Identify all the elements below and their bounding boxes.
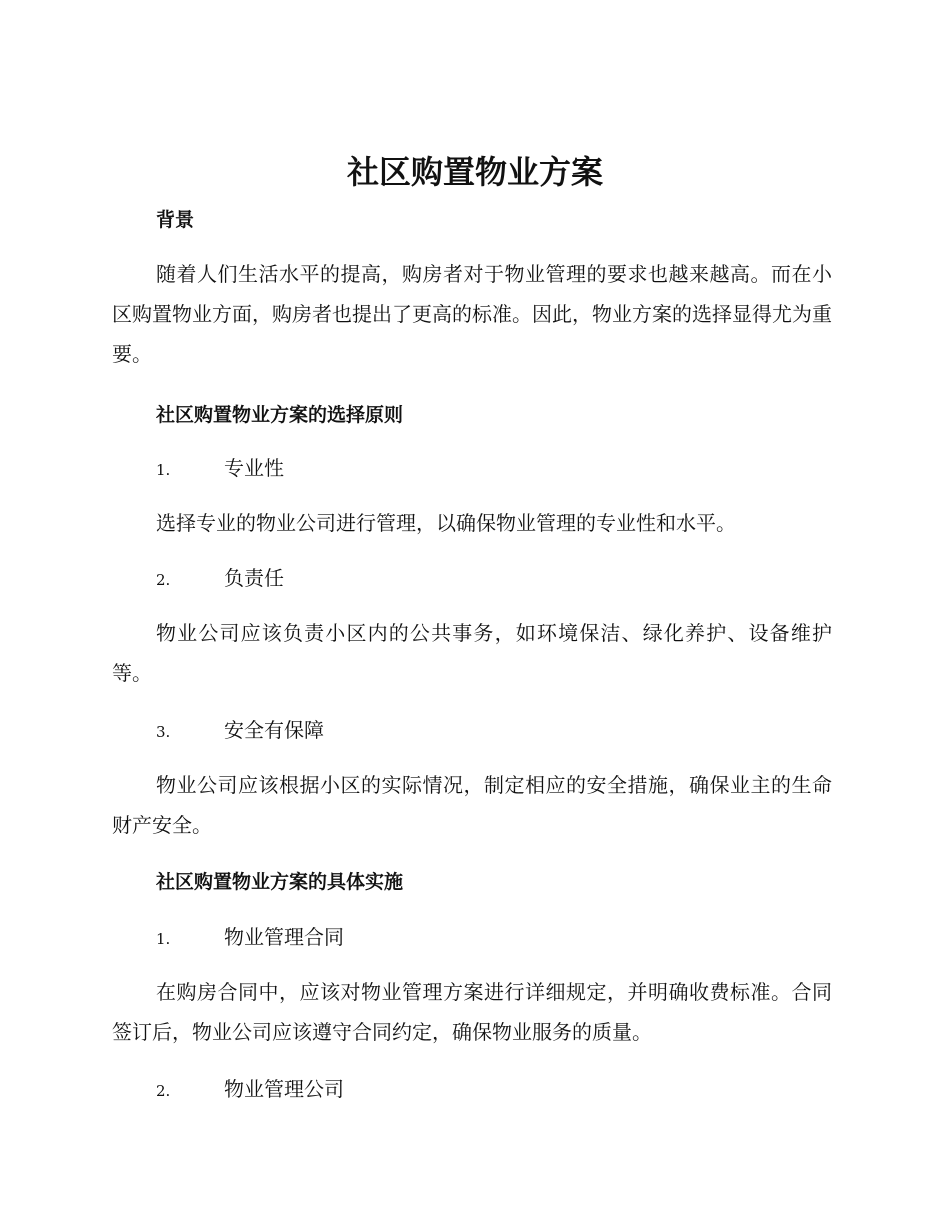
principle-2-paragraph: 物业公司应该负责小区内的公共事务，如环境保洁、绿化养护、设备维护等。	[112, 621, 832, 685]
list-item-implementation-1	[156, 922, 344, 954]
list-number: 1.	[156, 930, 171, 948]
section-heading-background: 背景	[156, 209, 195, 231]
list-number: 1.	[156, 461, 171, 479]
list-number: 3.	[156, 723, 171, 741]
list-item-title: 专业性	[224, 456, 284, 480]
section-heading-principles: 社区购置物业方案的选择原则	[156, 404, 404, 426]
list-item-title: 安全有保障	[224, 718, 324, 742]
list-number: 2.	[156, 1082, 171, 1100]
list-item-title: 负责任	[224, 566, 284, 590]
list-item-principle-3	[156, 715, 324, 747]
list-item-principle-2	[156, 563, 284, 595]
background-paragraph: 随着人们生活水平的提高，购房者对于物业管理的要求也越来越高。而在小区购置物业方面，购房者也提出了更高的标准。因此，物业方案的选择显得尤为重要。	[112, 262, 832, 366]
list-item-implementation-2	[156, 1074, 344, 1106]
document-title: 社区购置物业方案	[346, 153, 603, 191]
list-number: 2.	[156, 571, 171, 589]
principle-1-paragraph: 选择专业的物业公司进行管理，以确保物业管理的专业性和水平。	[156, 511, 736, 535]
principle-3-paragraph: 物业公司应该根据小区的实际情况，制定相应的安全措施，确保业主的生命财产安全。	[112, 773, 832, 837]
list-item-title: 物业管理合同	[224, 925, 344, 949]
list-item-principle-1	[156, 453, 284, 485]
implementation-1-paragraph: 在购房合同中，应该对物业管理方案进行详细规定，并明确收费标准。合同签订后，物业公司应该遵守合同约定，确保物业服务的质量。	[112, 980, 832, 1044]
section-heading-implementation: 社区购置物业方案的具体实施	[156, 871, 404, 893]
list-item-title: 物业管理公司	[224, 1077, 344, 1101]
